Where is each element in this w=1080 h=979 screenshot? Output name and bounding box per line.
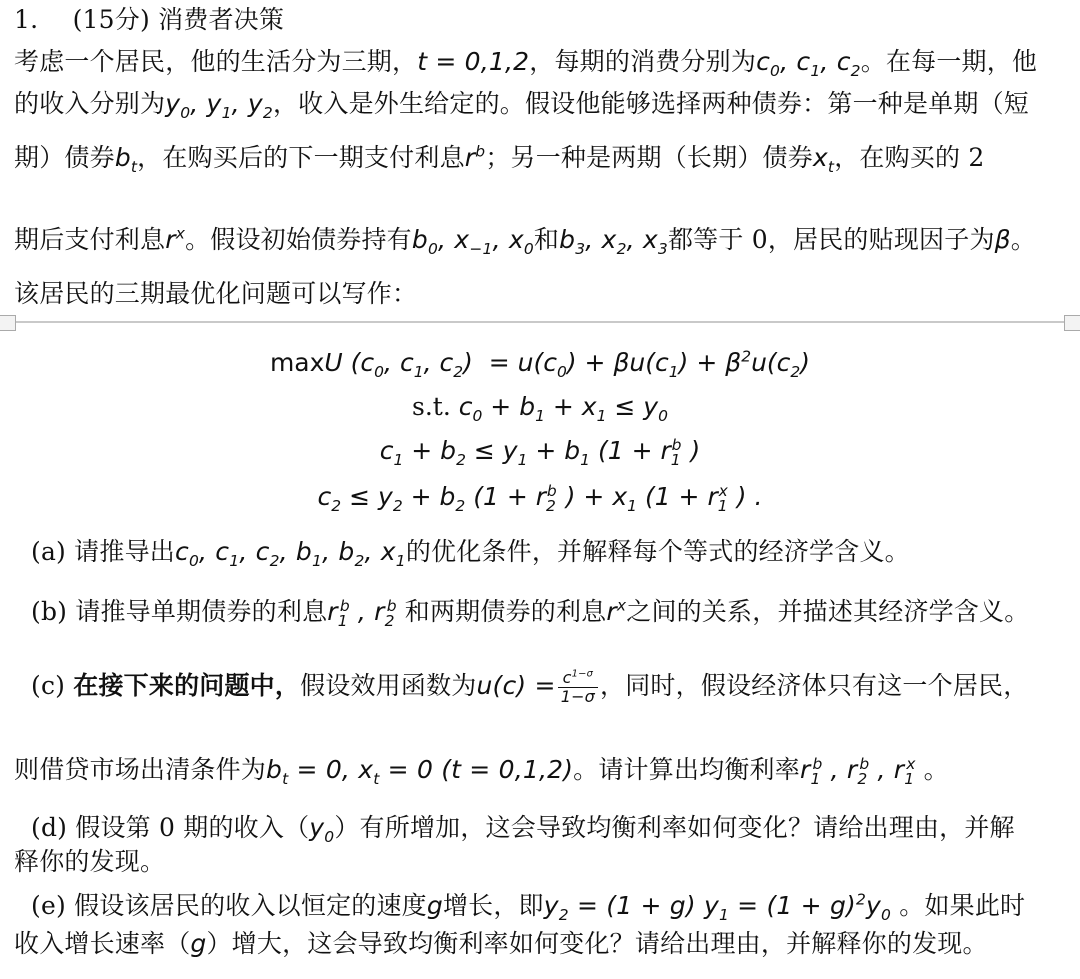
- question-e-line-2: 收入增长速率（g）增大，这会导致均衡利率如何变化？请给出理由，并解释你的发现。: [14, 929, 988, 958]
- budget-constraint-1: $c_1 + b_2 \le y_1 + b_1$ ($1 + r_1^b$ ): [379, 435, 701, 469]
- question-e-label: (e): [31, 891, 66, 920]
- question-b: (b) 请推导单期债券的利息$r_1^b$ , $r_2^b$ 和两期债券的利息$r^x$之间的关系，并描述其经济学含义。: [31, 596, 1030, 630]
- left-margin-marker: [0, 315, 16, 331]
- page-separator: [0, 321, 1080, 323]
- intro-line-2: 的收入分别为$y_0$, $y_1$, $y_2$，收入是外生给定的。假设他能够选择两种债券：第一种是单期（短: [14, 89, 1029, 122]
- question-d: (d) 假设第 0 期的收入$(y_0)$有所增加，这会导致均衡利率如何变化？请给出理由，并解: [31, 813, 1015, 846]
- question-c: (c) 在接下来的问题中，假设效用函数为u(c) = $\frac{c^{1-\sigma}}{1-\sigma}$ ，同时，假设经济体只有这一个居民，: [31, 668, 1029, 706]
- consumption-vars: $c_0$, $c_1$, $c_2$: [756, 47, 861, 80]
- problem-header: [14, 2, 284, 38]
- question-c-emphasis: 在接下来的问题中，: [73, 671, 301, 700]
- income-vars: $y_0$, $y_1$, $y_2$: [165, 89, 273, 122]
- long-bond-var: $x_t$: [812, 143, 835, 176]
- question-a: (a) 请推导出$c_0$, $c_1$, $c_2$, $b_1$, $b_2$, $x_1$的优化条件，并解释每个等式的经济学含义。: [31, 537, 910, 570]
- utility-fraction: $\frac{c^{1-\sigma}}{1-\sigma}$: [558, 669, 598, 706]
- objective-equation: maxU ($c_0$, $c_1$, $c_2) = u(c_0) + \beta u(c_1) + \beta^2u(c_2)$: [269, 347, 811, 381]
- budget-constraint-0: s.t. $c_0 + b_1 + x_1 \le y_0$: [412, 392, 668, 425]
- question-c-line-2: 则借贷市场出清条件为$b_t = 0$, $x_t = 0$ (t = 0,1,2)。请计算出均衡利率$r_1^b$ , $r_2^b$ , $r_1^x$ 。: [14, 754, 949, 788]
- max-operator: max: [269, 348, 325, 377]
- intro-line-3: 期）债券$b_t$，在购买后的下一期支付利息$r^b$；另一种是两期（长期）债券$x_t$，在购买的 2: [14, 142, 985, 176]
- short-rate-var: $r^b$: [464, 142, 486, 172]
- right-margin-marker: [1064, 315, 1080, 331]
- problem-points: (15分): [72, 5, 150, 34]
- question-d-line-2: 释你的发现。: [14, 847, 166, 876]
- intro-line-5: 该居民的三期最优化问题可以写作：: [14, 279, 418, 308]
- question-c-label: (c): [31, 671, 66, 700]
- problem-title: 消费者决策: [158, 5, 285, 34]
- problem-number: 1.: [14, 5, 39, 34]
- long-rate-var: $r^x$: [165, 224, 186, 254]
- question-d-label: (d): [31, 813, 68, 842]
- question-e: (e) 假设该居民的收入以恒定的速度g增长，即$y_2 = (1 + g) y_1 = (1 + g)^2y_0$ 。如果此时: [31, 890, 1026, 924]
- time-index: t = 0,1,2: [417, 47, 530, 76]
- subject-to-label: s.t.: [412, 392, 451, 421]
- budget-constraint-2: $c_2 \le y_2 + b_2$ ($1 + r_2^b$ ) + $x_1$ ($1 + r_1^x$ ) .: [317, 481, 763, 515]
- question-a-label: (a): [31, 537, 67, 566]
- intro-line-4: 期后支付利息$r^x$。假设初始债券持有$b_0$, $x_{-1}$, $x_0$和$b_3$, $x_2$, $x_3$都等于 0，居民的贴现因子为β。: [14, 224, 1036, 258]
- intro-line-1: 考虑一个居民，他的生活分为三期，t = 0,1,2，每期的消费分别为$c_0$, $c_1$, $c_2$。在每一期，他: [14, 47, 1038, 80]
- question-b-label: (b): [31, 597, 68, 626]
- initial-bonds-vars: $b_0$, $x_{-1}$, $x_0$: [411, 225, 534, 258]
- terminal-bonds-vars: $b_3$, $x_2$, $x_3$: [559, 225, 668, 258]
- discount-factor-var: β: [994, 225, 1011, 254]
- short-bond-var: $b_t$: [114, 143, 138, 176]
